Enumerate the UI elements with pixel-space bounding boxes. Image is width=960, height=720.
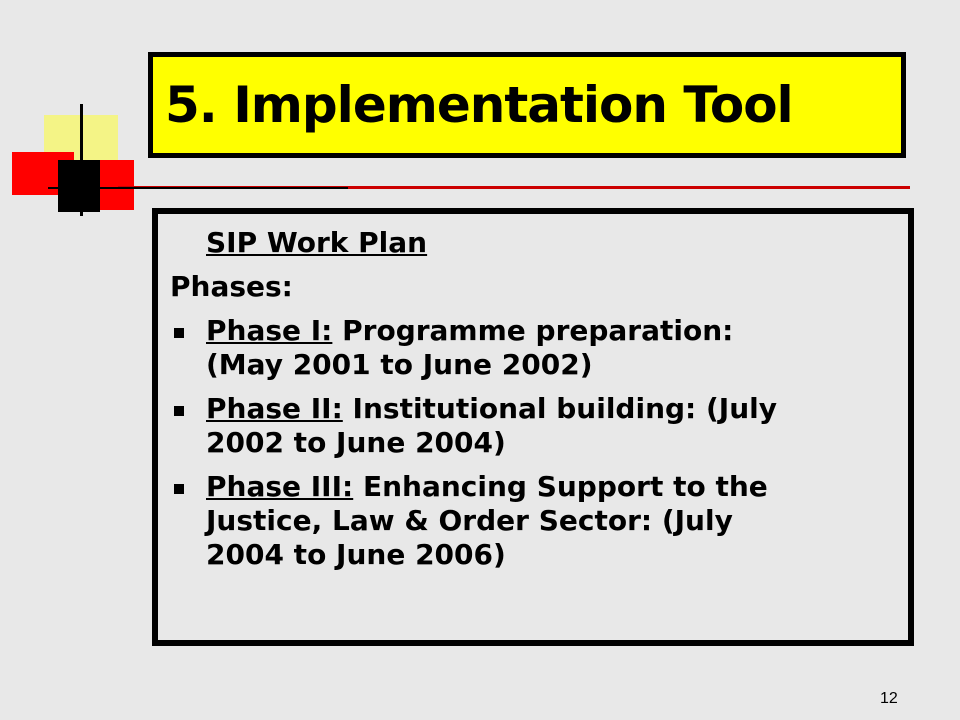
phase-name: Phase II: — [206, 392, 343, 425]
decor-vertical-line — [80, 104, 83, 216]
phase-text: Justice, Law & Order Sector: (July — [206, 504, 733, 537]
content-box — [152, 208, 914, 646]
phase-text: (May 2001 to June 2002) — [206, 348, 593, 381]
square-bullet-icon — [174, 328, 184, 338]
phase-text: Enhancing Support to the — [353, 470, 768, 503]
decor-black-square — [58, 160, 100, 212]
phase-name: Phase I: — [206, 314, 333, 347]
phase-item-1 — [170, 314, 900, 382]
square-bullet-icon — [174, 484, 184, 494]
phase-item-2 — [170, 392, 900, 460]
subheading: SIP Work Plan — [206, 226, 428, 259]
title-box — [148, 52, 906, 158]
phase-text: Programme preparation: — [332, 314, 734, 347]
phase-item-3 — [170, 470, 900, 572]
phase-name: Phase III: — [206, 470, 354, 503]
square-bullet-icon — [174, 406, 184, 416]
phase-text: 2002 to June 2004) — [206, 426, 506, 459]
phase-text: 2004 to June 2006) — [206, 538, 506, 571]
slide-title: 5. Implementation Tool — [165, 76, 793, 134]
decor-black-rule — [48, 187, 348, 189]
page-number: 12 — [880, 690, 898, 707]
content-body — [170, 220, 900, 572]
decor-red-square-right — [98, 160, 134, 210]
phase-text: Institutional building: (July — [342, 392, 777, 425]
phases-label: Phases: — [170, 270, 293, 303]
